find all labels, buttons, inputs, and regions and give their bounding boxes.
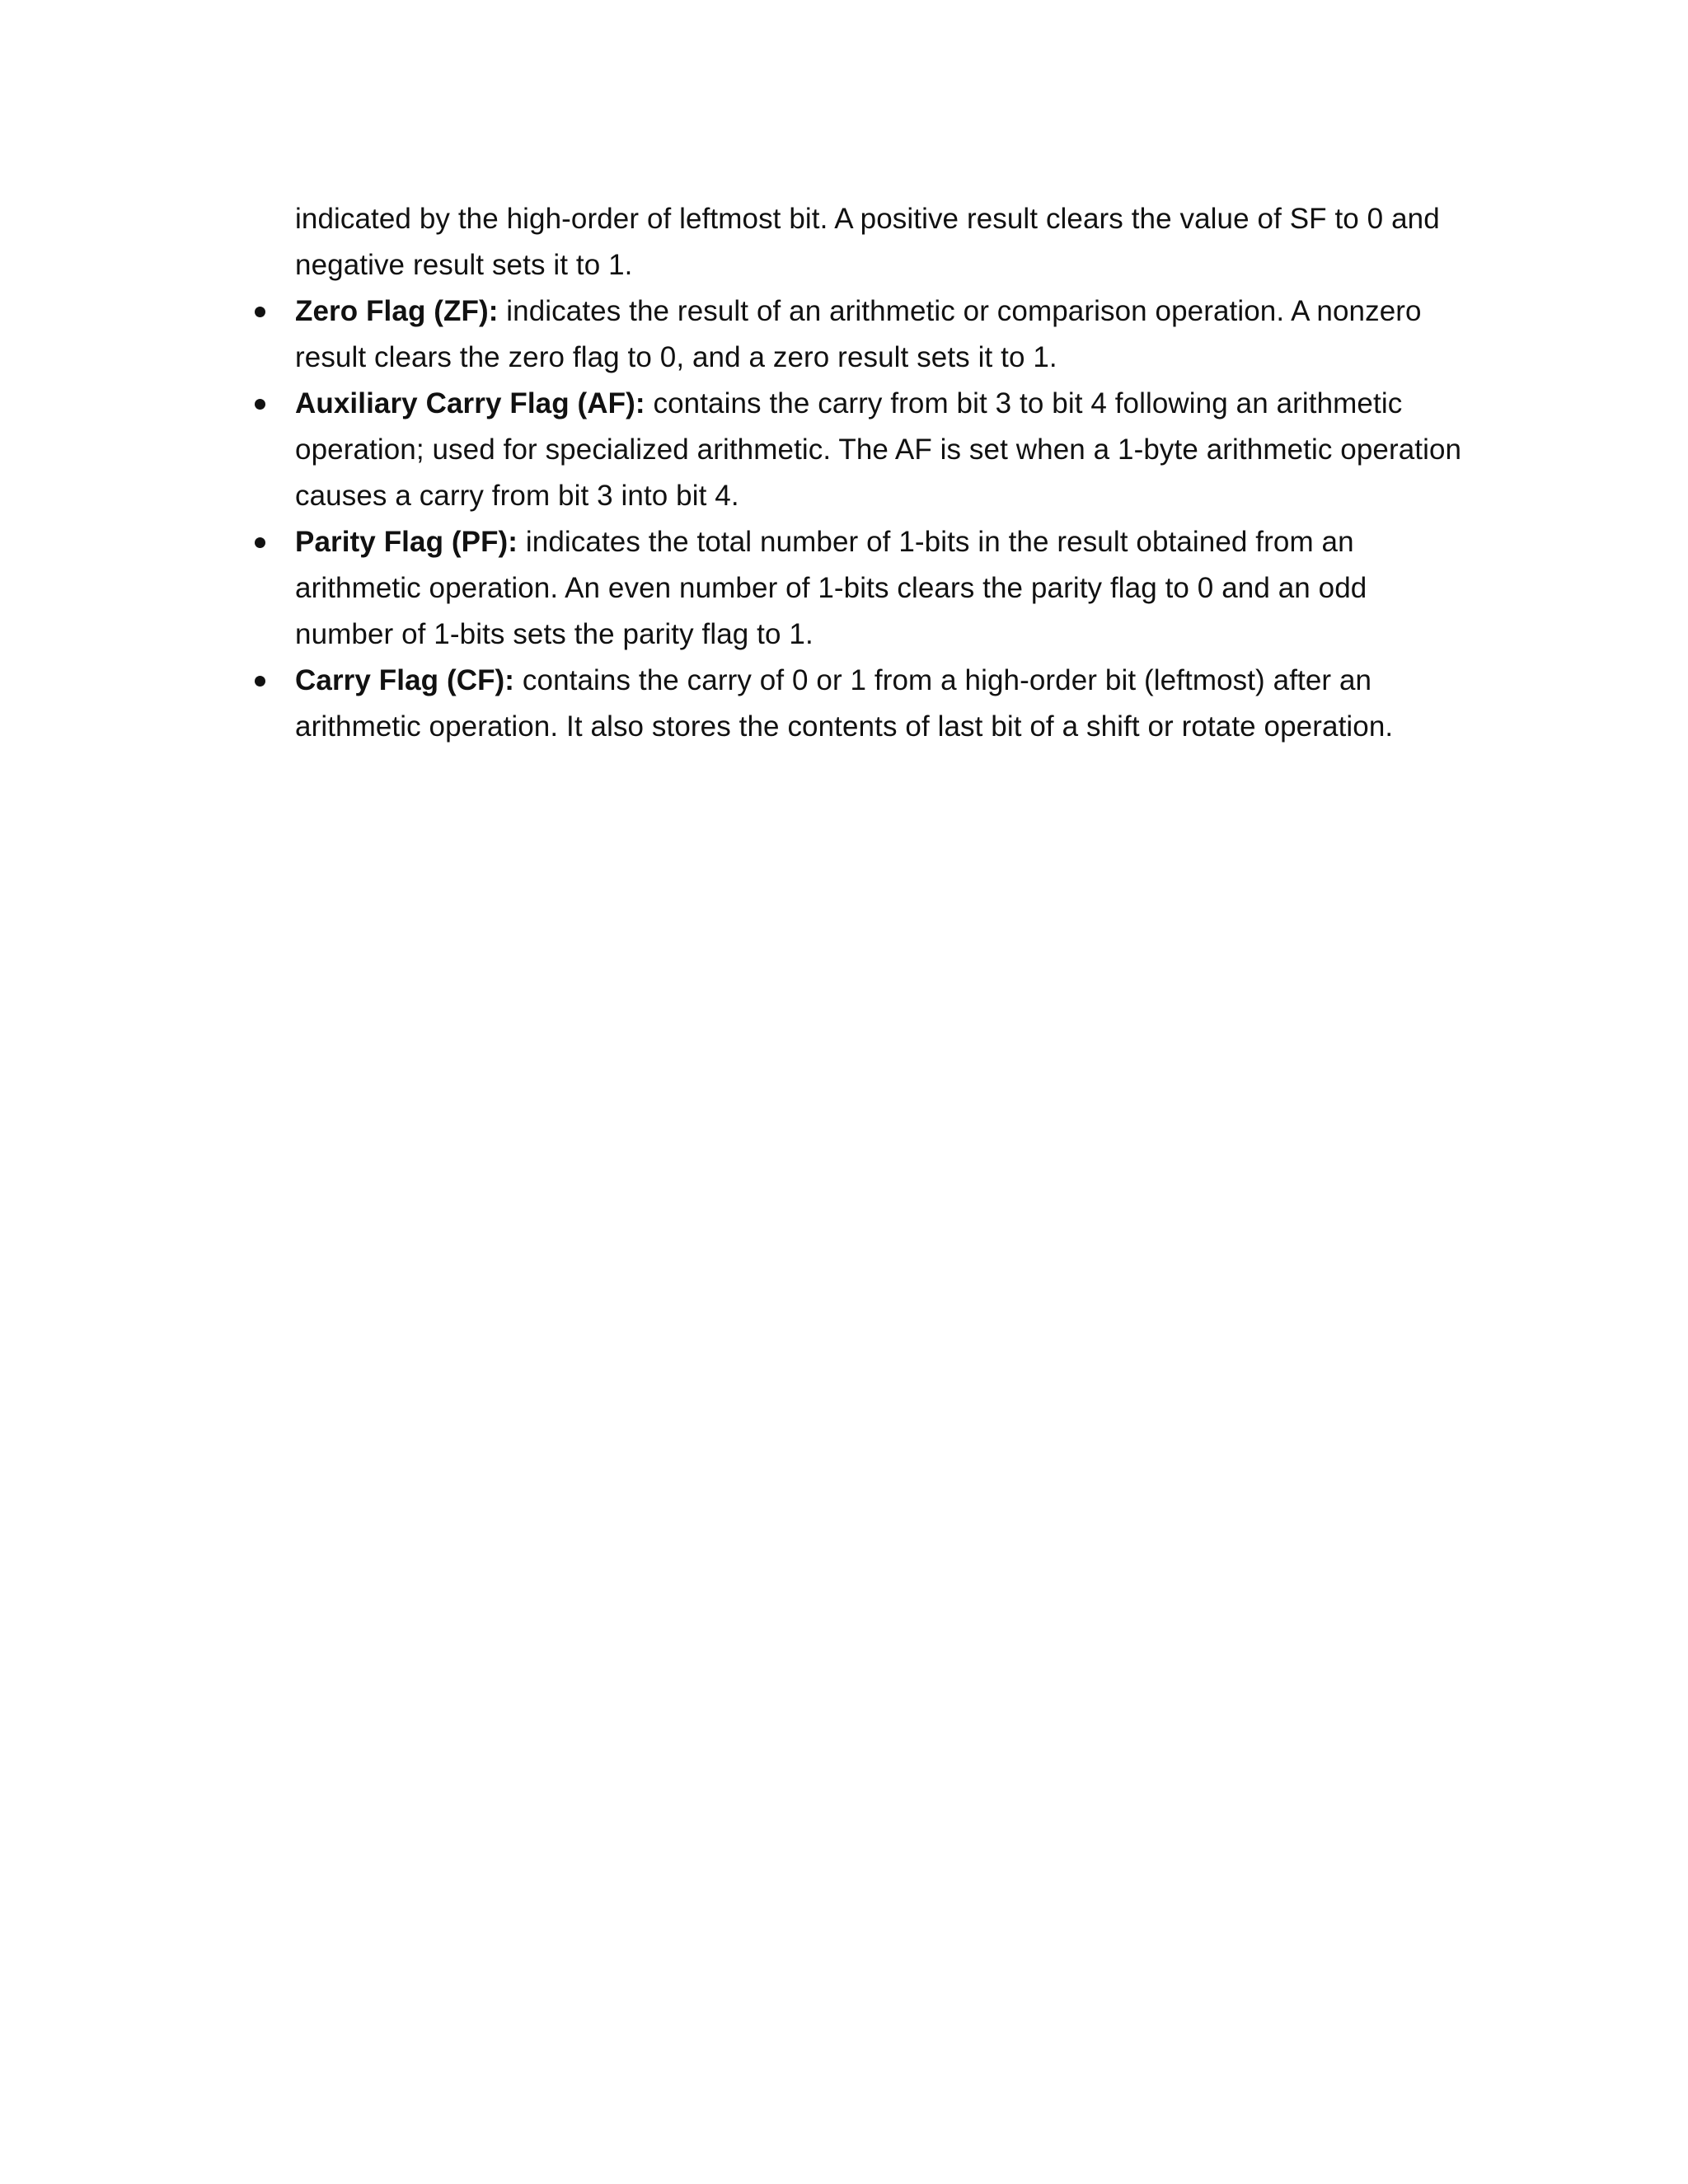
flag-term: Carry Flag (CF): [295,664,515,696]
list-item-auxiliary-carry-flag [247,381,1467,519]
flag-description: indicates the total number of 1-bits in the result obtained from an arithmetic operation. An even number of 1-bits clears the parity flag to 0 and an odd number of 1-bits sets the parity flag to 1. [295,526,1367,650]
flag-term: Zero Flag (ZF): [295,295,499,327]
list-item-zero-flag [247,288,1467,381]
flag-description: contains the carry from bit 3 to bit 4 following an arithmetic operation; used for specialized arithmetic. The AF is set when a 1-byte arithmetic operation causes a carry from bit 3 into bit 4. [295,387,1462,512]
sign-flag-continuation-text: indicated by the high-order of leftmost bit. A positive result clears the value of SF to 0 and negative result sets it to 1. [295,203,1440,281]
flag-description: contains the carry of 0 or 1 from a high-order bit (leftmost) after an arithmetic operation. It also stores the contents of last bit of a shift or rotate operation. [295,664,1394,743]
bullet-icon [247,288,272,335]
list-item-parity-flag [247,519,1467,658]
flag-description: indicates the result of an arithmetic or comparison operation. A nonzero result clears the zero flag to 0, and a zero result sets it to 1. [295,295,1422,373]
list-item-carry-flag [247,658,1467,750]
flag-bullet-list [247,288,1467,750]
bullet-icon [247,381,272,427]
flag-term: Auxiliary Carry Flag (AF): [295,387,645,419]
bullet-icon [247,658,272,704]
document-body [247,196,1467,750]
flag-term: Parity Flag (PF): [295,526,518,558]
bullet-icon [247,519,272,565]
